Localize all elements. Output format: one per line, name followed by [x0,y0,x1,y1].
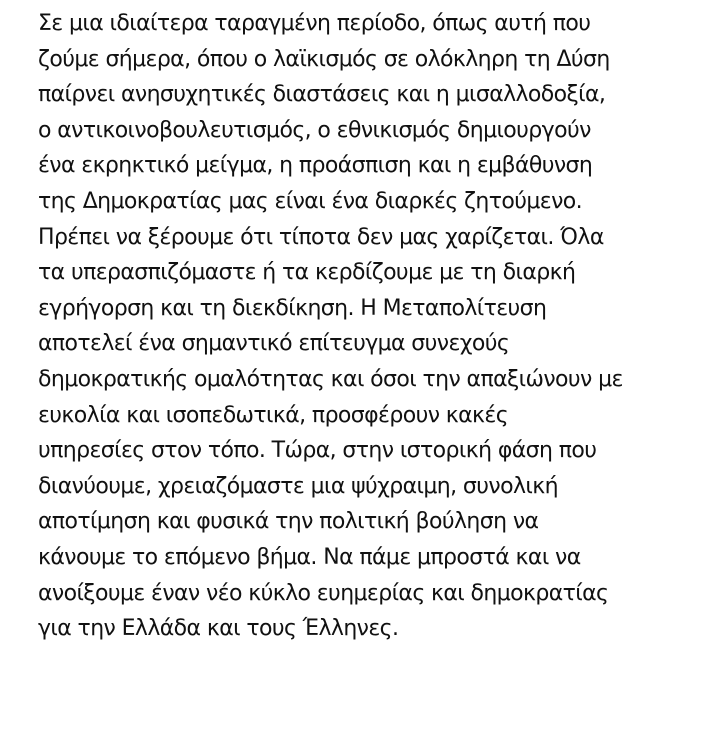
paragraph-line: υπηρεσίες στον τόπο. Τώρα, στην ιστορική φάση που [38,438,597,464]
paragraph-line: της Δημοκρατίας μας είναι ένα διαρκές ζητούμενο. [38,188,583,214]
paragraph-line: Σε μια ιδιαίτερα ταραγμένη περίοδο, όπως αυτή που [38,11,591,36]
paragraph-line: τα υπερασπιζόμαστε ή τα κερδίζουμε με τη διαρκή [38,260,576,286]
paragraph-line: παίρνει ανησυχητικές διαστάσεις και η μισαλλοδοξία, [38,82,606,108]
paragraph-line: εγρήγορση και τη διεκδίκηση. Η Μεταπολίτευση [38,295,547,321]
paragraph-line: ζούμε σήμερα, όπου ο λαϊκισμός σε ολόκληρη τη Δύση [38,46,610,72]
paragraph-line: Πρέπει να ξέρουμε ότι τίποτα δεν μας χαρίζεται. Όλα [38,224,604,250]
paragraph-line: κάνουμε το επόμενο βήμα. Να πάμε μπροστά και να [38,544,581,570]
paragraph-line: για την Ελλάδα και τους Έλληνες. [38,616,399,642]
paragraph-line: αποτίμηση και φυσικά την πολιτική βούληση να [38,509,539,535]
paragraph-line: δημοκρατικής ομαλότητας και όσοι την απαξιώνουν με [38,366,623,392]
paragraph-line: διανύουμε, χρειαζόμαστε μια ψύχραιμη, συνολική [38,473,558,499]
paragraph-line: ανοίξουμε έναν νέο κύκλο ευημερίας και δημοκρατίας [38,580,609,606]
article-paragraph [38,6,710,647]
paragraph-line: ο αντικοινοβουλευτισμός, ο εθνικισμός δημιουργούν [38,117,591,143]
paragraph-line: ένα εκρηκτικό μείγμα, η προάσπιση και η εμβάθυνση [38,153,593,179]
paragraph-line: ευκολία και ισοπεδωτικά, προσφέρουν κακές [38,402,509,428]
paragraph-line: αποτελεί ένα σημαντικό επίτευγμα συνεχούς [38,331,510,357]
